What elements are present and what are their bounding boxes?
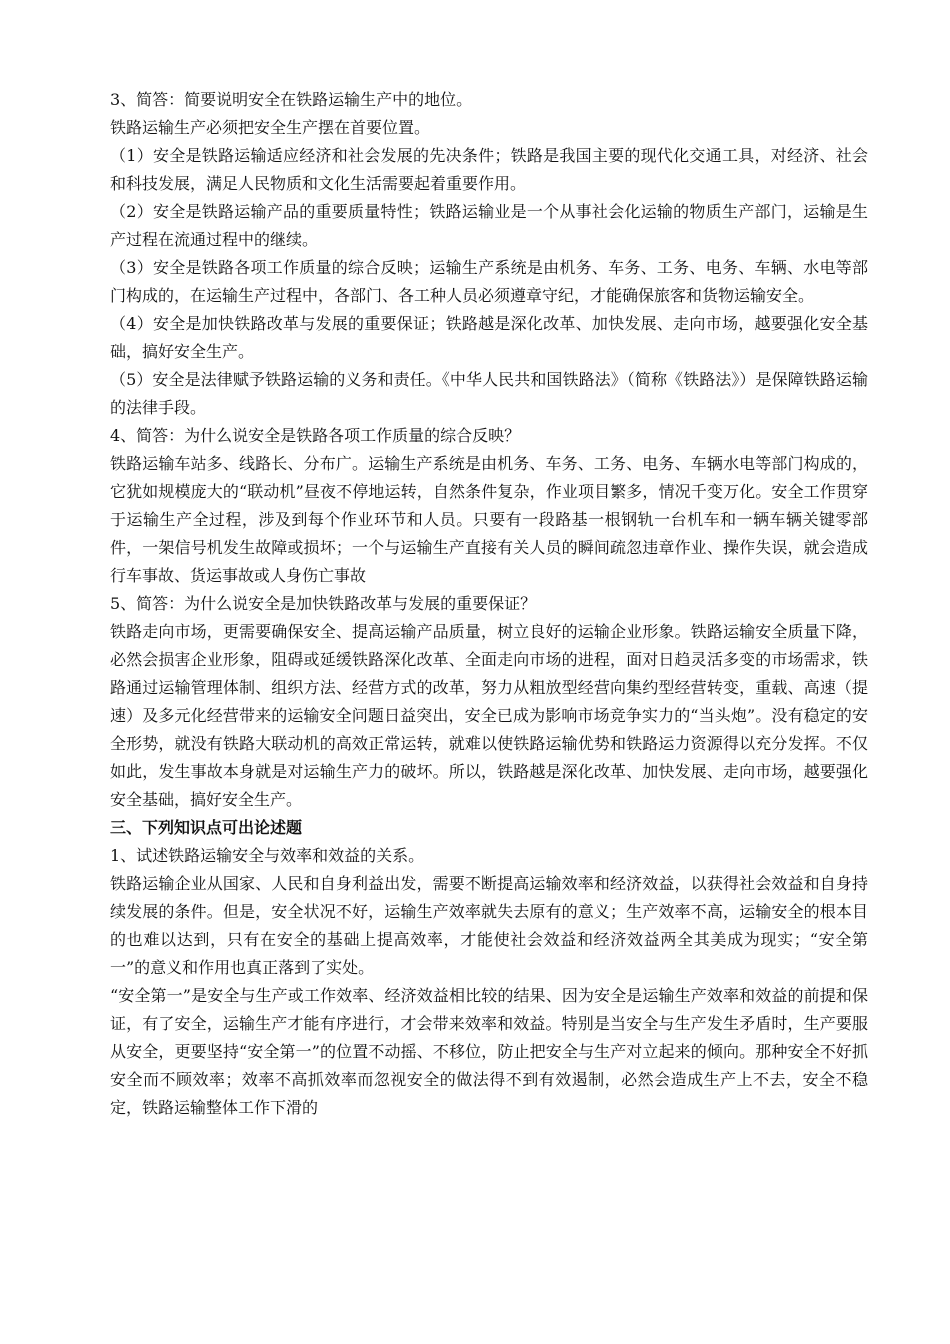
essay-1-body-2: “安全第一”是安全与生产或工作效率、经济效益相比较的结果、因为安全是运输生产效率和效益的前提和保证，有了安全，运输生产才能有序进行，才会带来效率和效益。特别是当安全与生产发生矛盾时，生产要服从安全，更要坚持“安全第一”的位置不动摇、不移位，防止把安全与生产对立起来的倾向。那种安全不好抓安全而不顾效率；效率不高抓效率而忽视安全的做法得不到有效遏制，必然会造成生产上不去，安全不稳定，铁路运输整体工作下滑的 <box>110 986 868 1117</box>
answer-3-point-4: （4）安全是加快铁路改革与发展的重要保证；铁路越是深化改革、加快发展、走向市场，越要强化安全基础，搞好安全生产。 <box>110 314 868 361</box>
answer-3-point-2: （2）安全是铁路运输产品的重要质量特性；铁路运输业是一个从事社会化运输的物质生产部门，运输是生产过程在流通过程中的继续。 <box>110 202 868 249</box>
answer-4-body: 铁路运输车站多、线路长、分布广。运输生产系统是由机务、车务、工务、电务、车辆水电等部门构成的，它犹如规模庞大的“联动机”昼夜不停地运转，自然条件复杂，作业项目繁多，情况千变万化。安全工作贯穿于运输生产全过程，涉及到每个作业环节和人员。只要有一段路基一根钢轨一台机车和一辆车辆关键零部件，一架信号机发生故障或损坏；一个与运输生产直接有关人员的瞬间疏忽违章作业、操作失误，就会造成行车事故、货运事故或人身伤亡事故 <box>110 454 868 585</box>
question-3-title: 3、简答：简要说明安全在铁路运输生产中的地位。 <box>110 90 473 109</box>
answer-3-point-3: （3）安全是铁路各项工作质量的综合反映；运输生产系统是由机务、车务、工务、电务、车辆、水电等部门构成的，在运输生产过程中，各部门、各工种人员必须遵章守纪，才能确保旅客和货物运输安全。 <box>110 258 868 305</box>
answer-3-point-1: （1）安全是铁路运输适应经济和社会发展的先决条件；铁路是我国主要的现代化交通工具，对经济、社会和科技发展，满足人民物质和文化生活需要起着重要作用。 <box>110 146 868 193</box>
answer-3-intro: 铁路运输生产必须把安全生产摆在首要位置。 <box>110 118 431 137</box>
essay-1-body-1: 铁路运输企业从国家、人民和自身利益出发，需要不断提高运输效率和经济效益，以获得社会效益和自身持续发展的条件。但是，安全状况不好，运输生产效率就失去原有的意义；生产效率不高，运输安全的根本目的也难以达到，只有在安全的基础上提高效率，才能使社会效益和经济效益两全其美成为现实；“安全第一”的意义和作用也真正落到了实处。 <box>110 874 868 977</box>
question-4-title: 4、简答：为什么说安全是铁路各项工作质量的综合反映？ <box>110 426 521 445</box>
essay-1-title: 1、试述铁路运输安全与效率和效益的关系。 <box>110 846 425 865</box>
answer-3-point-5: （5）安全是法律赋予铁路运输的义务和责任。《中华人民共和国铁路法》（简称《铁路法》）是保障铁路运输的法律手段。 <box>110 370 868 417</box>
section-3-heading: 三、下列知识点可出论述题 <box>110 818 303 837</box>
document-page <box>110 86 868 1122</box>
answer-5-body: 铁路走向市场，更需要确保安全、提高运输产品质量，树立良好的运输企业形象。铁路运输安全质量下降，必然会损害企业形象，阻碍或延缓铁路深化改革、全面走向市场的进程，面对日趋灵活多变的市场需求，铁路通过运输管理体制、组织方法、经营方式的改革，努力从粗放型经营向集约型经营转变，重载、高速（提速）及多元化经营带来的运输安全问题日益突出，安全已成为影响市场竞争实力的“当头炮”。没有稳定的安全形势，就没有铁路大联动机的高效正常运转，就难以使铁路运输优势和铁路运力资源得以充分发挥。不仅如此，发生事故本身就是对运输生产力的破坏。所以，铁路越是深化改革、加快发展、走向市场，越要强化安全基础，搞好安全生产。 <box>110 622 868 809</box>
question-5-title: 5、简答：为什么说安全是加快铁路改革与发展的重要保证？ <box>110 594 537 613</box>
